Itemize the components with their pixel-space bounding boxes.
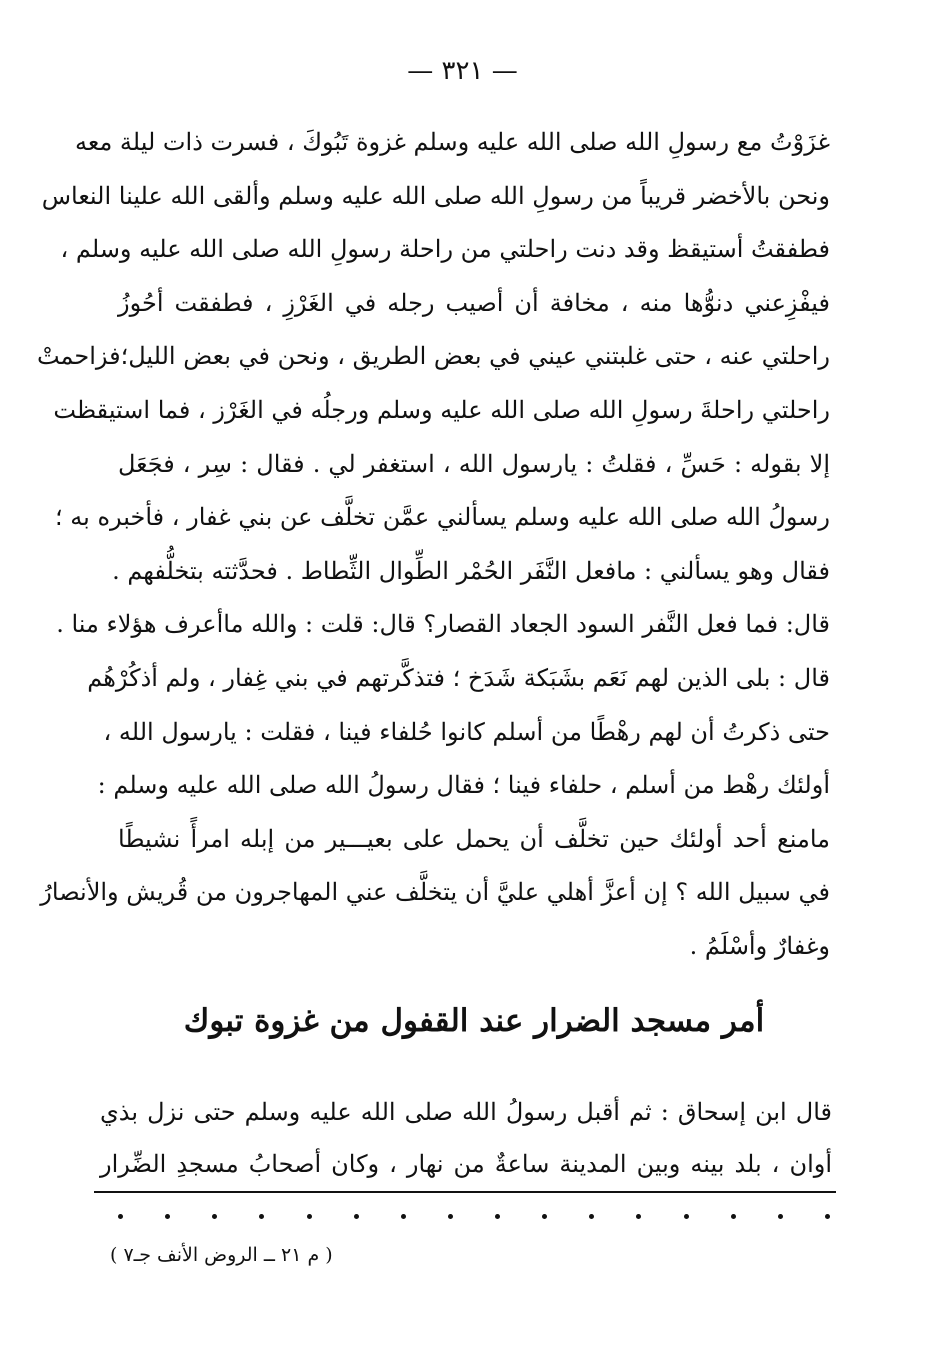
separator-dot bbox=[307, 1214, 312, 1219]
separator-dot bbox=[684, 1214, 689, 1219]
page-number: — ٣٢١ — bbox=[407, 56, 518, 86]
text-line: فطفقتُ أستيقظ وقد دنت راحلتي من راحلة رسولِ الله صلى الله عليه وسلم ، bbox=[60, 235, 830, 264]
text-line: رسولُ الله صلى الله عليه وسلم يسألني عمَّن تخلَّف عن بني غفار ، فأخبره به ؛ bbox=[55, 503, 830, 532]
separator-dot bbox=[448, 1214, 453, 1219]
separator-dot bbox=[354, 1214, 359, 1219]
footer-reference: ( م ٢١ ــ الروض الأنف جـ٧ ) bbox=[110, 1244, 333, 1266]
text-line: فيفْزِعني دنوُّها منه ، مخافة أن أصيب رجله في الغَرْزِ ، فطفقت أحُوزُ bbox=[118, 288, 830, 317]
text-line: راحلتي راحلةَ رسولِ الله صلى الله عليه وسلم ورجلُه في الغَرْز ، فما استيقظت bbox=[53, 395, 830, 424]
text-line: قال: فما فعل النَّفر السود الجعاد القصار؟ قال: قلت : والله ماأعرف هؤلاء منا . bbox=[56, 610, 830, 639]
separator-dot bbox=[589, 1214, 594, 1219]
separator-dot bbox=[259, 1214, 264, 1219]
separator-dot bbox=[212, 1214, 217, 1219]
separator-dot bbox=[401, 1214, 406, 1219]
section-paragraph bbox=[100, 1086, 832, 1190]
separator-dot bbox=[165, 1214, 170, 1219]
separator-dot bbox=[636, 1214, 641, 1219]
section-heading: أمر مسجد الضرار عند القفول من غزوة تبوك bbox=[183, 1003, 765, 1039]
text-line: غزَوْتُ مع رسولِ الله صلى الله عليه وسلم غزوة تَبُوكَ ، فسرت ذات ليلة معه bbox=[75, 128, 830, 156]
text-line: وغفارٌ وأسْلَمُ . bbox=[689, 931, 830, 960]
separator-dot bbox=[495, 1214, 500, 1219]
text-line: قال : بلى الذين لهم نَعَم بشَبَكة شَدَخ ؛ فتذكَّرتهم في بني غِفار ، ولم أذكُرْهُم bbox=[87, 663, 830, 692]
text-line: أوان ، بلد بينه وبين المدينة ساعةٌ من نهار ، وكان أصحابُ مسجدِ الضِّرار bbox=[100, 1150, 832, 1178]
text-line: راحلتي عنه ، حتى غلبتني عيني في بعض الطريق ، ونحن في بعض الليل؛فزاحمتْ bbox=[36, 342, 830, 371]
footnote-divider bbox=[94, 1191, 836, 1193]
body-paragraph bbox=[36, 116, 830, 974]
text-line: حتى ذكرتُ أن لهم رهْطًا من أسلم كانوا حُلفاء فينا ، فقلت : يارسول الله ، bbox=[103, 717, 830, 746]
separator-dot bbox=[542, 1214, 547, 1219]
text-line: مامنع أحد أولئك حين تخلَّف أن يحمل على بعيـــير من إبله امرأً نشيطًا bbox=[118, 824, 830, 853]
dotted-separator bbox=[118, 1214, 830, 1219]
text-line: في سبيل الله ؟ إن أعزَّ أهلي عليَّ أن يتخلَّف عني المهاجرون من قُريش والأنصارُ bbox=[40, 878, 830, 907]
separator-dot bbox=[118, 1214, 123, 1219]
text-line: أولئك رهْط من أسلم ، حلفاء فينا ؛ فقال رسولُ الله صلى الله عليه وسلم : bbox=[97, 771, 830, 800]
text-line: قال ابن إسحاق : ثم أقبل رسولُ الله صلى الله عليه وسلم حتى نزل بذي bbox=[100, 1098, 832, 1126]
separator-dot bbox=[731, 1214, 736, 1219]
text-line: إلا بقوله : حَسِّ ، فقلتُ : يارسول الله ، استغفر لي . فقال : سِر ، فجَعَل bbox=[118, 449, 830, 478]
separator-dot bbox=[778, 1214, 783, 1219]
separator-dot bbox=[825, 1214, 830, 1219]
text-line: ونحن بالأخضر قريباً من رسولِ الله صلى الله عليه وسلم وألقى الله علينا النعاس bbox=[41, 181, 830, 210]
text-line: فقال وهو يسألني : مافعل النَّفَر الحُمْر الطِّوال الثِّطاط . فحدَّثته بتخلُّفهم . bbox=[112, 556, 830, 585]
